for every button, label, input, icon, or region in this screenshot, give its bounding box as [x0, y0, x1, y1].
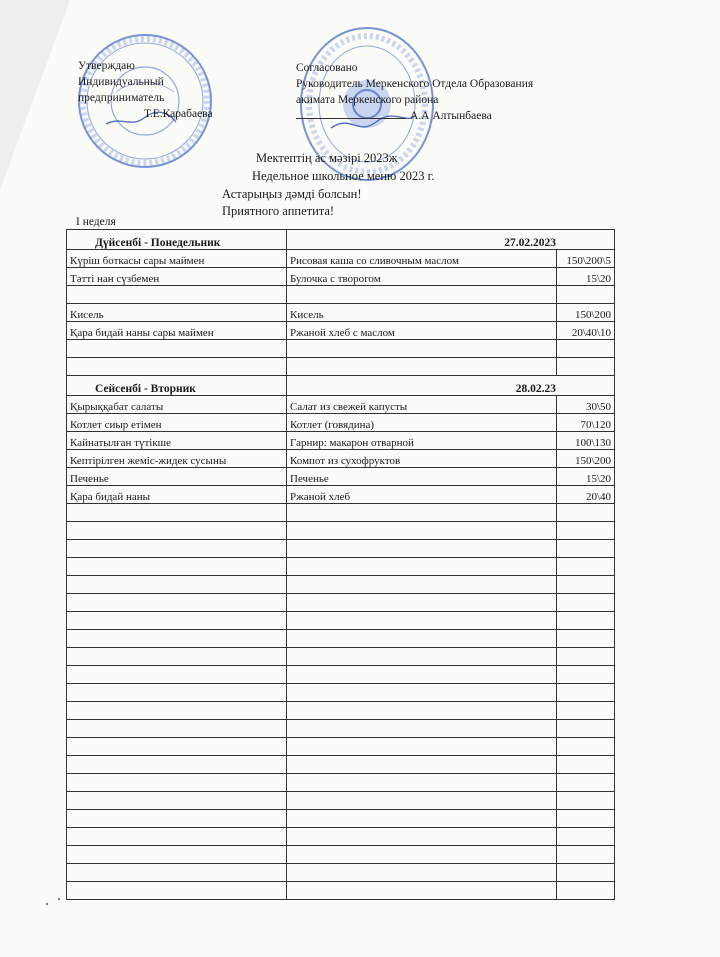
empty-cell	[67, 648, 287, 666]
menu-row	[67, 486, 615, 504]
empty-cell	[287, 594, 557, 612]
portion-grams: 15\20	[557, 468, 615, 486]
approve-line-1: Утверждаю	[78, 60, 135, 72]
empty-cell	[67, 882, 287, 900]
empty-cell	[287, 630, 557, 648]
wish-kz: Астарыңыз дәмді болсын!	[222, 187, 362, 201]
empty-cell	[287, 522, 557, 540]
agree-line-3: акимата Меркенского района	[296, 94, 439, 106]
signature-line	[296, 108, 406, 119]
menu-row	[67, 396, 615, 414]
empty-cell	[557, 882, 615, 900]
empty-cell	[287, 558, 557, 576]
empty-cell	[67, 792, 287, 810]
menu-row	[67, 358, 615, 376]
empty-cell	[557, 846, 615, 864]
menu-row	[67, 468, 615, 486]
menu-row	[67, 268, 615, 286]
portion-grams: 70\120	[557, 414, 615, 432]
empty-cell	[557, 540, 615, 558]
empty-cell	[67, 720, 287, 738]
empty-row	[67, 594, 615, 612]
dish-name-ru: Компот из сухофруктов	[287, 450, 557, 468]
dish-name-kz: Қырыққабат салаты	[67, 396, 287, 414]
empty-row	[67, 810, 615, 828]
dish-name-ru: Гарнир: макарон отварной	[287, 432, 557, 450]
approve-line-3: предприниматель	[78, 92, 165, 104]
portion-grams: 150\200	[557, 304, 615, 322]
portion-grams	[557, 340, 615, 358]
empty-row	[67, 846, 615, 864]
empty-cell	[287, 882, 557, 900]
title-kz: Мектептің ас мәзірі 2023ж	[256, 151, 398, 165]
empty-row	[67, 630, 615, 648]
empty-cell	[67, 738, 287, 756]
portion-grams: 30\50	[557, 396, 615, 414]
portion-grams: 100\130	[557, 432, 615, 450]
approve-line-2: Индивидуальный	[78, 76, 164, 88]
empty-cell	[557, 702, 615, 720]
dish-name-ru: Салат из свежей капусты	[287, 396, 557, 414]
empty-cell	[67, 666, 287, 684]
empty-cell	[287, 684, 557, 702]
dish-name-ru: Ржаной хлеб	[287, 486, 557, 504]
empty-row	[67, 756, 615, 774]
empty-cell	[557, 684, 615, 702]
portion-grams: 15\20	[557, 268, 615, 286]
empty-cell	[557, 576, 615, 594]
empty-row	[67, 738, 615, 756]
empty-cell	[557, 738, 615, 756]
portion-grams: 20\40	[557, 486, 615, 504]
dish-name-kz	[67, 358, 287, 376]
empty-cell	[67, 756, 287, 774]
dish-name-kz	[67, 340, 287, 358]
day-header-row	[67, 376, 615, 396]
empty-cell	[67, 540, 287, 558]
empty-cell	[557, 810, 615, 828]
agree-signer: А.А Алтынбаева	[410, 110, 492, 122]
empty-cell	[67, 702, 287, 720]
empty-cell	[557, 504, 615, 522]
empty-row	[67, 828, 615, 846]
portion-grams: 150\200	[557, 450, 615, 468]
dish-name-ru	[287, 340, 557, 358]
dish-name-kz: Кисель	[67, 304, 287, 322]
dish-name-kz: Кептірілген жеміс-жидек сусыны	[67, 450, 287, 468]
portion-grams	[557, 286, 615, 304]
paper-fold-shadow	[0, 0, 70, 190]
menu-table	[66, 229, 615, 900]
dish-name-kz: Қара бидай наны сары маймен	[67, 322, 287, 340]
day-date: 28.02.23	[287, 376, 615, 396]
empty-cell	[67, 684, 287, 702]
empty-cell	[557, 756, 615, 774]
empty-row	[67, 774, 615, 792]
portion-grams	[557, 358, 615, 376]
empty-cell	[287, 720, 557, 738]
dish-name-kz	[67, 286, 287, 304]
dish-name-ru: Печенье	[287, 468, 557, 486]
empty-cell	[557, 612, 615, 630]
empty-cell	[287, 792, 557, 810]
empty-cell	[557, 594, 615, 612]
menu-row	[67, 340, 615, 358]
day-name: Сейсенбі - Вторник	[67, 376, 287, 396]
portion-grams: 20\40\10	[557, 322, 615, 340]
menu-row	[67, 432, 615, 450]
approve-signer: Т.Е.Карабаева	[144, 108, 213, 120]
day-header-row	[67, 230, 615, 250]
week-label: I неделя	[76, 216, 116, 228]
menu-row	[67, 250, 615, 268]
agreement-block	[296, 60, 533, 124]
menu-row	[67, 322, 615, 340]
empty-row	[67, 666, 615, 684]
empty-row	[67, 882, 615, 900]
scan-speck	[58, 898, 60, 900]
dish-name-ru: Кисель	[287, 304, 557, 322]
scan-speck	[46, 903, 48, 905]
empty-row	[67, 522, 615, 540]
empty-row	[67, 720, 615, 738]
agree-line-1: Согласовано	[296, 62, 358, 74]
menu-row	[67, 414, 615, 432]
empty-row	[67, 612, 615, 630]
empty-row	[67, 792, 615, 810]
empty-row	[67, 648, 615, 666]
empty-cell	[67, 504, 287, 522]
portion-grams: 150\200\5	[557, 250, 615, 268]
dish-name-kz: Тәтті нан сүзбемен	[67, 268, 287, 286]
dish-name-kz: Котлет сиыр етімен	[67, 414, 287, 432]
dish-name-ru	[287, 286, 557, 304]
dish-name-ru	[287, 358, 557, 376]
empty-cell	[287, 576, 557, 594]
menu-row	[67, 304, 615, 322]
empty-cell	[557, 774, 615, 792]
empty-cell	[67, 594, 287, 612]
empty-cell	[67, 774, 287, 792]
dish-name-ru: Булочка с творогом	[287, 268, 557, 286]
empty-cell	[557, 648, 615, 666]
empty-row	[67, 576, 615, 594]
empty-cell	[67, 864, 287, 882]
empty-cell	[287, 504, 557, 522]
empty-row	[67, 864, 615, 882]
empty-row	[67, 702, 615, 720]
empty-cell	[67, 522, 287, 540]
empty-cell	[557, 522, 615, 540]
empty-cell	[67, 576, 287, 594]
dish-name-kz: Күріш боткасы сары маймен	[67, 250, 287, 268]
empty-cell	[557, 720, 615, 738]
empty-cell	[67, 810, 287, 828]
empty-cell	[287, 810, 557, 828]
empty-cell	[67, 828, 287, 846]
empty-cell	[67, 558, 287, 576]
empty-cell	[287, 864, 557, 882]
empty-cell	[67, 630, 287, 648]
empty-row	[67, 684, 615, 702]
empty-cell	[557, 630, 615, 648]
title-ru: Недельное школьное меню 2023 г.	[252, 169, 435, 183]
empty-cell	[287, 666, 557, 684]
agree-line-2: Руководитель Меркенского Отдела Образования	[296, 78, 534, 90]
menu-row	[67, 286, 615, 304]
dish-name-ru: Котлет (говядина)	[287, 414, 557, 432]
day-date: 27.02.2023	[287, 230, 615, 250]
dish-name-ru: Ржаной хлеб с маслом	[287, 322, 557, 340]
empty-cell	[287, 774, 557, 792]
empty-cell	[557, 792, 615, 810]
empty-cell	[287, 846, 557, 864]
day-name: Дүйсенбі - Понедельник	[67, 230, 287, 250]
empty-cell	[67, 612, 287, 630]
empty-cell	[557, 828, 615, 846]
dish-name-ru: Рисовая каша со сливочным маслом	[287, 250, 557, 268]
menu-row	[67, 450, 615, 468]
empty-cell	[287, 702, 557, 720]
dish-name-kz: Печенье	[67, 468, 287, 486]
empty-row	[67, 558, 615, 576]
empty-cell	[557, 864, 615, 882]
empty-cell	[287, 828, 557, 846]
dish-name-kz: Қара бидай наны	[67, 486, 287, 504]
empty-cell	[287, 612, 557, 630]
approval-block	[78, 58, 213, 122]
empty-cell	[287, 738, 557, 756]
wish-ru: Приятного аппетита!	[222, 204, 335, 218]
empty-cell	[557, 666, 615, 684]
empty-cell	[287, 540, 557, 558]
empty-row	[67, 540, 615, 558]
empty-cell	[287, 756, 557, 774]
dish-name-kz: Кайнатылған түтікше	[67, 432, 287, 450]
empty-row	[67, 504, 615, 522]
empty-cell	[67, 846, 287, 864]
empty-cell	[557, 558, 615, 576]
empty-cell	[287, 648, 557, 666]
